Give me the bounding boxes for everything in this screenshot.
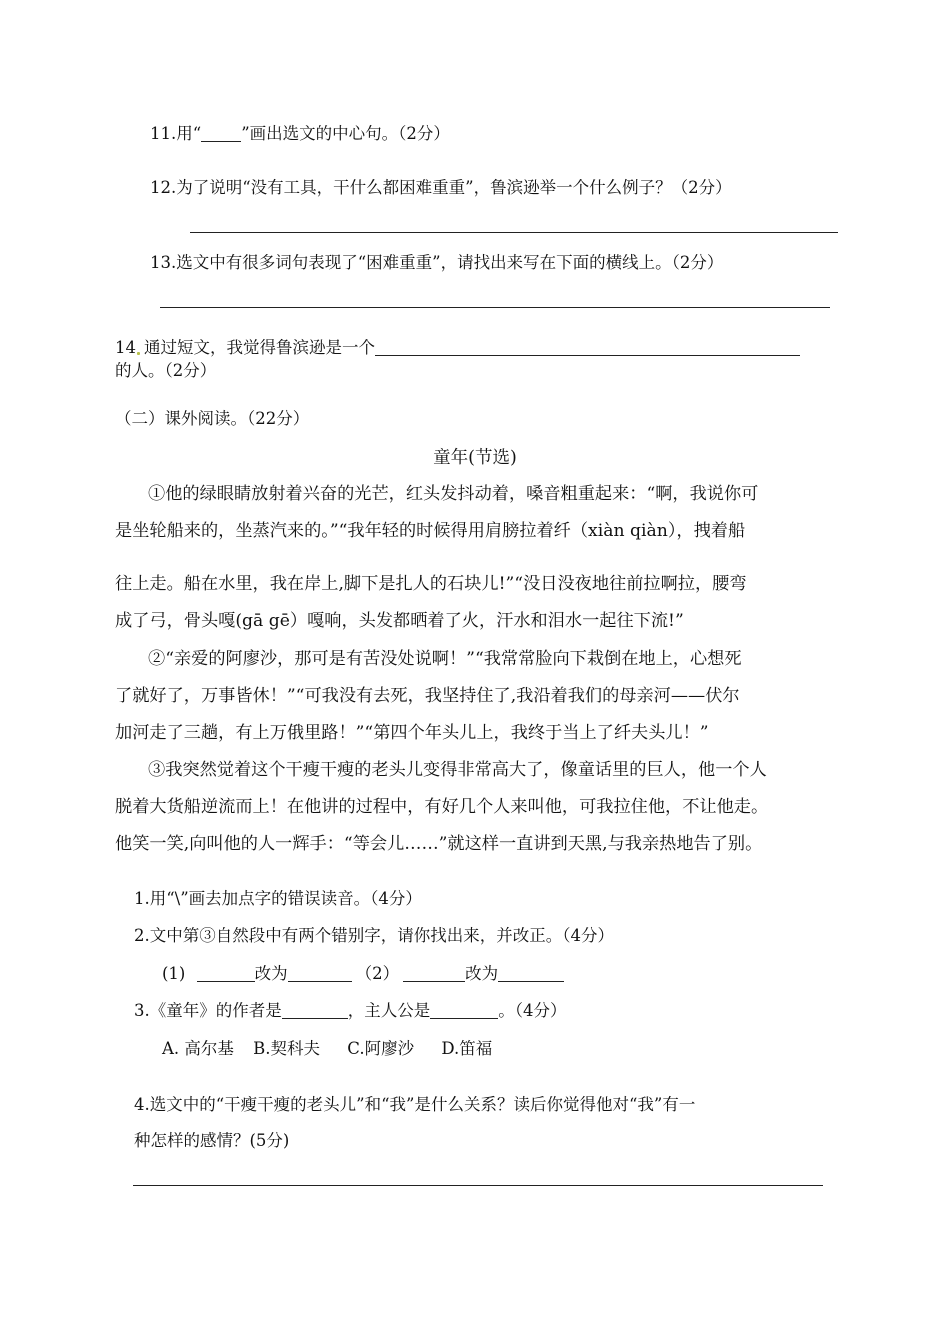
question-11: 11.用“ ”画出选文的中心句。（2分）	[150, 124, 450, 143]
paragraph-1-line-4: 成了弓，骨头嘎(gā gē）嘎响，头发都晒着了火，汗水和泪水一起往下流!”	[115, 611, 684, 631]
question-12: 12.为了说明“没有工具，干什么都困难重重”，鲁滨逊举一个什么例子？（2分）	[150, 178, 732, 197]
answer-line[interactable]	[133, 1185, 823, 1186]
answer-line[interactable]	[190, 232, 838, 233]
question-14-line2: 的人。（2分）	[115, 361, 217, 380]
question-1: 1.用“\”画去加点字的错误读音。（4分）	[134, 889, 422, 908]
paragraph-1-line-1: ①他的绿眼睛放射着兴奋的光芒，红头发抖动着，嗓音粗重起来：“啊，我说你可	[148, 484, 759, 504]
paragraph-2-line-1: ②“亲爱的阿廖沙，那可是有苦没处说啊！”“我常常脸向下栽倒在地上，心想死	[148, 649, 742, 669]
answer-blank[interactable]	[288, 963, 352, 982]
question-4-line-1: 4.选文中的“干瘦干瘦的老头儿”和“我”是什么关系？读后你觉得他对“我”有一	[134, 1095, 696, 1114]
paragraph-2-line-2: 了就好了，万事皆休！”“可我没有去死，我坚持住了,我沿着我们的母亲河——伏尔	[115, 686, 740, 706]
option-b[interactable]: B.契科夫	[253, 1039, 321, 1058]
paragraph-3-line-3: 他笑一笑,向叫他的人一辉手：“等会儿……”就这样一直讲到天黑,与我亲热地告了别。	[115, 834, 763, 854]
paragraph-2-line-3: 加河走了三趟，有上万俄里路！”“第四个年头儿上，我终于当上了纤夫头儿！”	[115, 723, 709, 743]
answer-blank[interactable]	[375, 337, 800, 356]
question-14: 14 通过短文，我觉得鲁滨逊是一个	[115, 337, 800, 359]
paragraph-1-line-3: 往上走。船在水里，我在岸上,脚下是扎人的石块儿!”“没日没夜地往前拉啊拉，腰弯	[115, 574, 747, 594]
answer-blank[interactable]	[403, 963, 465, 982]
paragraph-1-line-2: 是坐轮船来的，坐蒸汽来的。”“我年轻的时候得用肩膀拉着纤（xiàn qiàn），拽着船	[115, 521, 746, 541]
section-heading: （二）课外阅读。（22分）	[115, 409, 310, 428]
answer-line[interactable]	[160, 307, 830, 308]
mark-dot	[137, 352, 140, 355]
question-4-line-2: 种怎样的感情？(5分)	[134, 1131, 290, 1150]
paragraph-3-line-2: 脱着大货船逆流而上！在他讲的过程中，有好几个人来叫他，可我拉住他，不让他走。	[115, 797, 769, 817]
option-c[interactable]: C.阿廖沙	[347, 1039, 415, 1058]
question-13: 13.选文中有很多词句表现了“困难重重”，请找出来写在下面的横线上。（2分）	[150, 253, 724, 272]
answer-blank[interactable]	[498, 963, 564, 982]
passage-title: 童年(节选)	[433, 448, 517, 468]
answer-blank[interactable]	[430, 1000, 498, 1019]
answer-blank[interactable]	[201, 123, 241, 142]
question-3-options	[162, 1038, 492, 1060]
question-3: 3.《童年》的作者是 ，主人公是 。（4分）	[134, 1001, 567, 1020]
paragraph-3-line-1: ③我突然觉着这个干瘦干瘦的老头儿变得非常高大了，像童话里的巨人，他一个人	[148, 760, 767, 780]
question-2: 2.文中第③自然段中有两个错别字，请你找出来，并改正。（4分）	[134, 926, 614, 945]
answer-blank[interactable]	[197, 963, 255, 982]
option-a[interactable]: A. 高尔基	[162, 1039, 234, 1058]
question-2-blanks: (1) 改为 （2） 改为	[162, 963, 564, 985]
option-d[interactable]: D.笛福	[441, 1039, 493, 1058]
answer-blank[interactable]	[282, 1000, 348, 1019]
